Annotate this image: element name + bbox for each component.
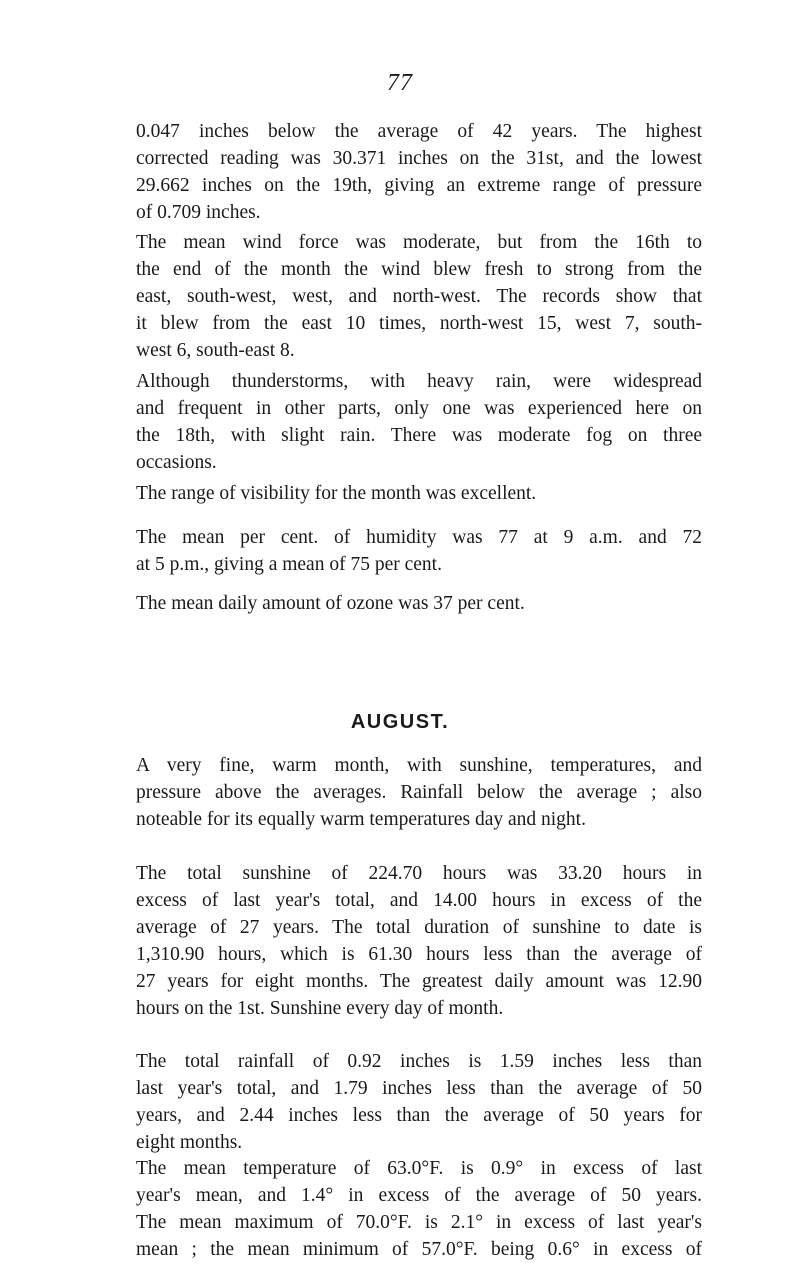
- paragraph-wind: [136, 229, 702, 364]
- text-line: mean ; the mean minimum of 57.0°F. being 0.6° in excess of: [136, 1239, 702, 1260]
- paragraph-august-summary: [136, 752, 702, 833]
- text-line: 27 years for eight months. The greatest daily amount was 12.90: [136, 971, 702, 992]
- paragraph-ozone: [136, 590, 702, 617]
- text-line: excess of last year's total, and 14.00 hours in excess of the: [136, 890, 702, 911]
- paragraph-pressure: [136, 118, 702, 226]
- page-number: 77: [387, 70, 413, 96]
- text-line: the 18th, with slight rain. There was moderate fog on three: [136, 425, 702, 446]
- text-line: 1,310.90 hours, which is 61.30 hours less than the average of: [136, 944, 702, 965]
- text-line: Although thunderstorms, with heavy rain, were widespread: [136, 371, 702, 392]
- text-line: years, and 2.44 inches less than the average of 50 years for: [136, 1105, 702, 1126]
- text-line: occasions.: [136, 452, 217, 473]
- text-line: last year's total, and 1.79 inches less than the average of 50: [136, 1078, 702, 1099]
- text-line: The mean daily amount of ozone was 37 per cent.: [136, 593, 525, 614]
- text-line: west 6, south-east 8.: [136, 340, 295, 361]
- text-line: hours on the 1st. Sunshine every day of month.: [136, 998, 504, 1019]
- text-line: A very fine, warm month, with sunshine, temperatures, and: [136, 755, 702, 776]
- text-line: the end of the month the wind blew fresh to strong from the: [136, 259, 702, 280]
- paragraph-sunshine: [136, 860, 702, 1022]
- paragraph-temperature: [136, 1155, 702, 1263]
- text-line: eight months.: [136, 1132, 243, 1153]
- section-heading-august: AUGUST.: [350, 711, 450, 733]
- text-line: The total sunshine of 224.70 hours was 33.20 hours in: [136, 863, 702, 884]
- paragraph-humidity: [136, 524, 702, 578]
- text-line: The total rainfall of 0.92 inches is 1.59 inches less than: [136, 1051, 702, 1072]
- paragraph-thunderstorms: [136, 368, 702, 476]
- text-line: The mean maximum of 70.0°F. is 2.1° in excess of last year's: [136, 1212, 702, 1233]
- paragraph-visibility: [136, 480, 702, 507]
- text-line: 29.662 inches on the 19th, giving an extreme range of pressure: [136, 175, 702, 196]
- text-line: corrected reading was 30.371 inches on the 31st, and the lowest: [136, 148, 702, 169]
- text-line: year's mean, and 1.4° in excess of the average of 50 years.: [136, 1185, 702, 1206]
- text-line: and frequent in other parts, only one was experienced here on: [136, 398, 702, 419]
- text-line: The mean per cent. of humidity was 77 at 9 a.m. and 72: [136, 527, 702, 548]
- text-line: of 0.709 inches.: [136, 202, 261, 223]
- text-line: pressure above the averages. Rainfall below the average ; also: [136, 782, 702, 803]
- paragraph-rainfall: [136, 1048, 702, 1156]
- text-line: The range of visibility for the month was excellent.: [136, 483, 537, 504]
- text-line: at 5 p.m., giving a mean of 75 per cent.: [136, 554, 442, 575]
- text-line: it blew from the east 10 times, north-west 15, west 7, south-: [136, 313, 702, 334]
- text-line: The mean wind force was moderate, but from the 16th to: [136, 232, 702, 253]
- text-line: noteable for its equally warm temperatures day and night.: [136, 809, 586, 830]
- text-line: 0.047 inches below the average of 42 years. The highest: [136, 121, 702, 142]
- text-line: east, south-west, west, and north-west. The records show that: [136, 286, 702, 307]
- text-line: The mean temperature of 63.0°F. is 0.9° in excess of last: [136, 1158, 702, 1179]
- text-line: average of 27 years. The total duration of sunshine to date is: [136, 917, 702, 938]
